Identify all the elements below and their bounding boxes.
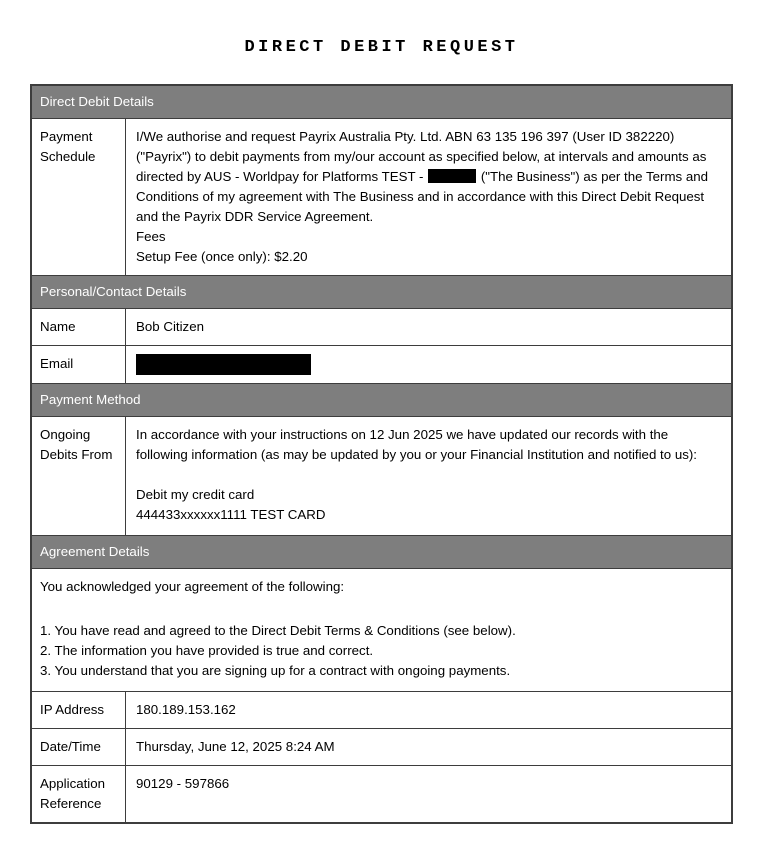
agreement-intro: You acknowledged your agreement of the following: xyxy=(40,579,345,594)
spacer xyxy=(136,465,721,485)
page-title: DIRECT DEBIT REQUEST xyxy=(244,38,519,57)
datetime-label: Date/Time xyxy=(40,739,101,754)
redacted-business-name xyxy=(428,169,476,183)
ongoing-debits-value xyxy=(125,417,731,535)
application-reference-row xyxy=(32,765,731,822)
section-header-personal-contact-details: Personal/Contact Details xyxy=(32,275,731,308)
agreement-acknowledgement-cell xyxy=(32,568,731,691)
name-label: Name xyxy=(40,319,76,334)
datetime-value: Thursday, June 12, 2025 8:24 AM xyxy=(125,729,731,765)
payment-schedule-row xyxy=(32,118,731,275)
payment-schedule-value xyxy=(125,119,731,275)
setup-fee-line: Setup Fee (once only): $2.20 xyxy=(136,249,308,264)
section-header-payment-method: Payment Method xyxy=(32,383,731,416)
payment-schedule-label: Payment Schedule xyxy=(40,129,96,164)
agreement-item-3: 3. You understand that you are signing up for a contract with ongoing payments. xyxy=(40,663,511,678)
redacted-email-address xyxy=(136,354,311,375)
authorisation-text-before: I/We authorise and request Payrix Australia Pty. Ltd. ABN 63 135 196 397 (User ID 382220) ("Payrix") to debit payments from my/our account as specified below, at intervals and amounts as directed by AUS - Worldpay for Platforms TEST - xyxy=(136,129,707,184)
ongoing-debits-label: Ongoing Debits From xyxy=(40,427,113,462)
email-label: Email xyxy=(40,356,74,371)
ip-address-label: IP Address xyxy=(40,702,105,717)
email-row xyxy=(32,345,731,383)
instructions-paragraph: In accordance with your instructions on 12 Jun 2025 we have updated our records with the following information (as may be updated by you or your Financial Institution and notified to us): xyxy=(136,427,697,462)
agreement-item-2: 2. The information you have provided is true and correct. xyxy=(40,643,374,658)
agreement-item-1: 1. You have read and agreed to the Direct Debit Terms & Conditions (see below). xyxy=(40,623,516,638)
datetime-row xyxy=(32,728,731,765)
name-value: Bob Citizen xyxy=(125,309,731,345)
application-reference-label: Application Reference xyxy=(40,776,106,811)
authorisation-paragraph xyxy=(136,127,721,227)
card-number-line: 444433xxxxxx1111 TEST CARD xyxy=(136,507,326,522)
spacer xyxy=(40,597,721,621)
application-reference-value: 90129 - 597866 xyxy=(125,766,731,822)
fees-heading: Fees xyxy=(136,229,166,244)
section-header-agreement-details: Agreement Details xyxy=(32,535,731,568)
ip-address-value: 180.189.153.162 xyxy=(125,692,731,728)
email-value xyxy=(125,346,731,383)
name-row xyxy=(32,308,731,345)
ip-address-row xyxy=(32,691,731,728)
ongoing-debits-row xyxy=(32,416,731,535)
debit-method-line: Debit my credit card xyxy=(136,487,255,502)
direct-debit-request-table xyxy=(30,84,733,824)
section-header-direct-debit-details: Direct Debit Details xyxy=(32,86,731,118)
authorisation-text-after: ("The Business") as per the Terms and Conditions of my agreement with The Business and in accordance with this Direct Debit Request and the Payrix DDR Service Agreement. xyxy=(136,169,709,224)
